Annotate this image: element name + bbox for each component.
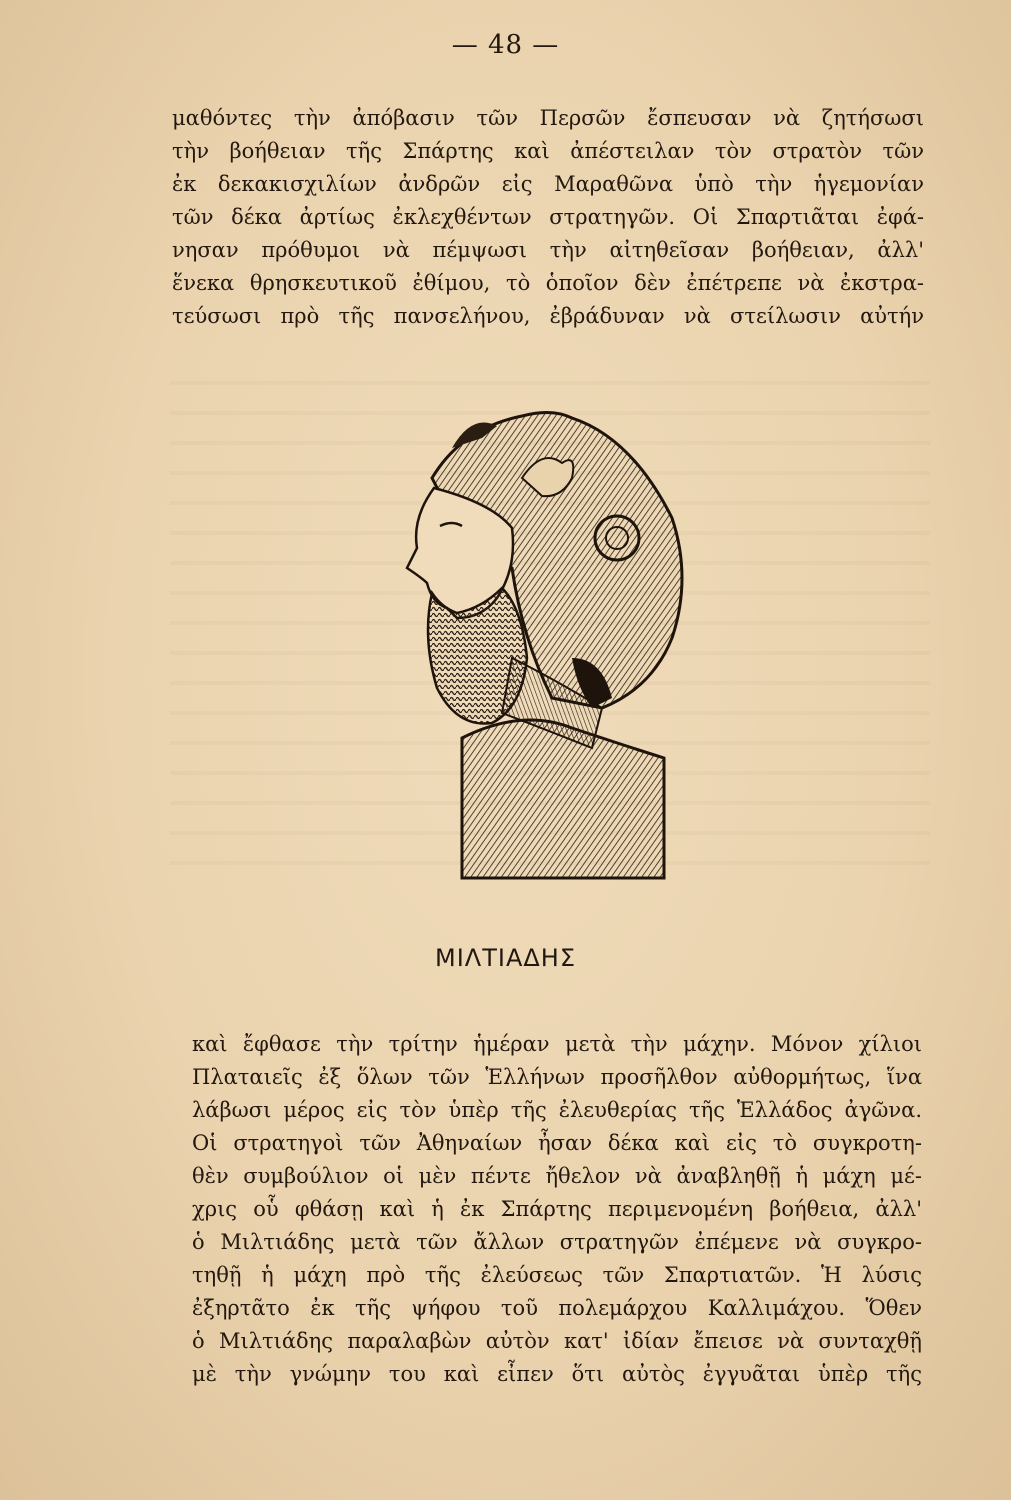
miltiades-bust-engraving [402,408,694,886]
page-number: — 48 — [451,30,560,60]
text-line: μὲ τὴν γνώμην του καὶ εἶπεν ὅτι αὐτὸς ἐγγυᾶται ὑπὲρ τῆς [192,1362,922,1386]
text-line: τηθῇ ἡ μάχη πρὸ τῆς ἐλεύσεως τῶν Σπαρτιατῶν. Ἡ λύσις [192,1263,922,1287]
text-line: νησαν πρόθυμοι νὰ πέμψωσι τὴν αἰτηθεῖσαν βοήθειαν, ἀλλ' [172,238,924,262]
text-line: ἕνεκα θρησκευτικοῦ ἐθίμου, τὸ ὁποῖον δὲν ἐπέτρεπε νὰ ἐκστρα- [172,271,924,295]
text-line: ὁ Μιλτιάδης παραλαβὼν αὐτὸν κατ' ἰδίαν ἔπεισε νὰ συνταχθῇ [192,1329,922,1353]
text-line: τεύσωσι πρὸ τῆς πανσελήνου, ἐβράδυναν νὰ στείλωσιν αὐτήν [172,304,924,328]
text-line: χρις οὗ φθάσῃ καὶ ἡ ἐκ Σπάρτης περιμενομένη βοήθεια, ἀλλ' [192,1197,922,1221]
text-line: ὁ Μιλτιάδης μετὰ τῶν ἄλλων στρατηγῶν ἐπέμενε νὰ συγκρο- [192,1230,922,1254]
text-line: ἐξηρτᾶτο ἐκ τῆς ψήφου τοῦ πολεμάρχου Καλλιμάχου. Ὅθεν [192,1296,922,1320]
bust-chest [462,720,664,878]
text-line: λάβωσι μέρος εἰς τὸν ὑπὲρ τῆς ἐλευθερίας τῆς Ἑλλάδος ἀγῶνα. [192,1098,922,1122]
text-line: μαθόντες τὴν ἀπόβασιν τῶν Περσῶν ἔσπευσαν νὰ ζητήσωσι [172,106,924,130]
text-line: τὴν βοήθειαν τῆς Σπάρτης καὶ ἀπέστειλαν τὸν στρατὸν τῶν [172,139,924,163]
top-paragraph [172,102,924,333]
text-line: τῶν δέκα ἀρτίως ἐκλεχθέντων στρατηγῶν. Οἱ Σπαρτιᾶται ἐφά- [172,205,924,229]
text-line: Πλαταιεῖς ἐξ ὅλων τῶν Ἑλλήνων προσῆλθον αὐθορμήτως, ἵνα [192,1065,922,1089]
text-line: θὲν συμβούλιον οἱ μὲν πέντε ἤθελον νὰ ἀναβληθῇ ἡ μάχη μέ- [192,1164,922,1188]
text-line: καὶ ἔφθασε τὴν τρίτην ἡμέραν μετὰ τὴν μάχην. Μόνον χίλιοι [192,1032,922,1056]
text-line: Οἱ στρατηγοὶ τῶν Ἀθηναίων ἦσαν δέκα καὶ εἰς τὸ συγκροτη- [192,1131,922,1155]
beard [428,588,527,724]
bottom-paragraph [192,1028,922,1391]
figure-caption: ΜΙΛΤΙΑΔΗΣ [435,944,576,972]
text-line: ἐκ δεκακισχιλίων ἀνδρῶν εἰς Μαραθῶνα ὑπὸ τὴν ἡγεμονίαν [172,172,924,196]
